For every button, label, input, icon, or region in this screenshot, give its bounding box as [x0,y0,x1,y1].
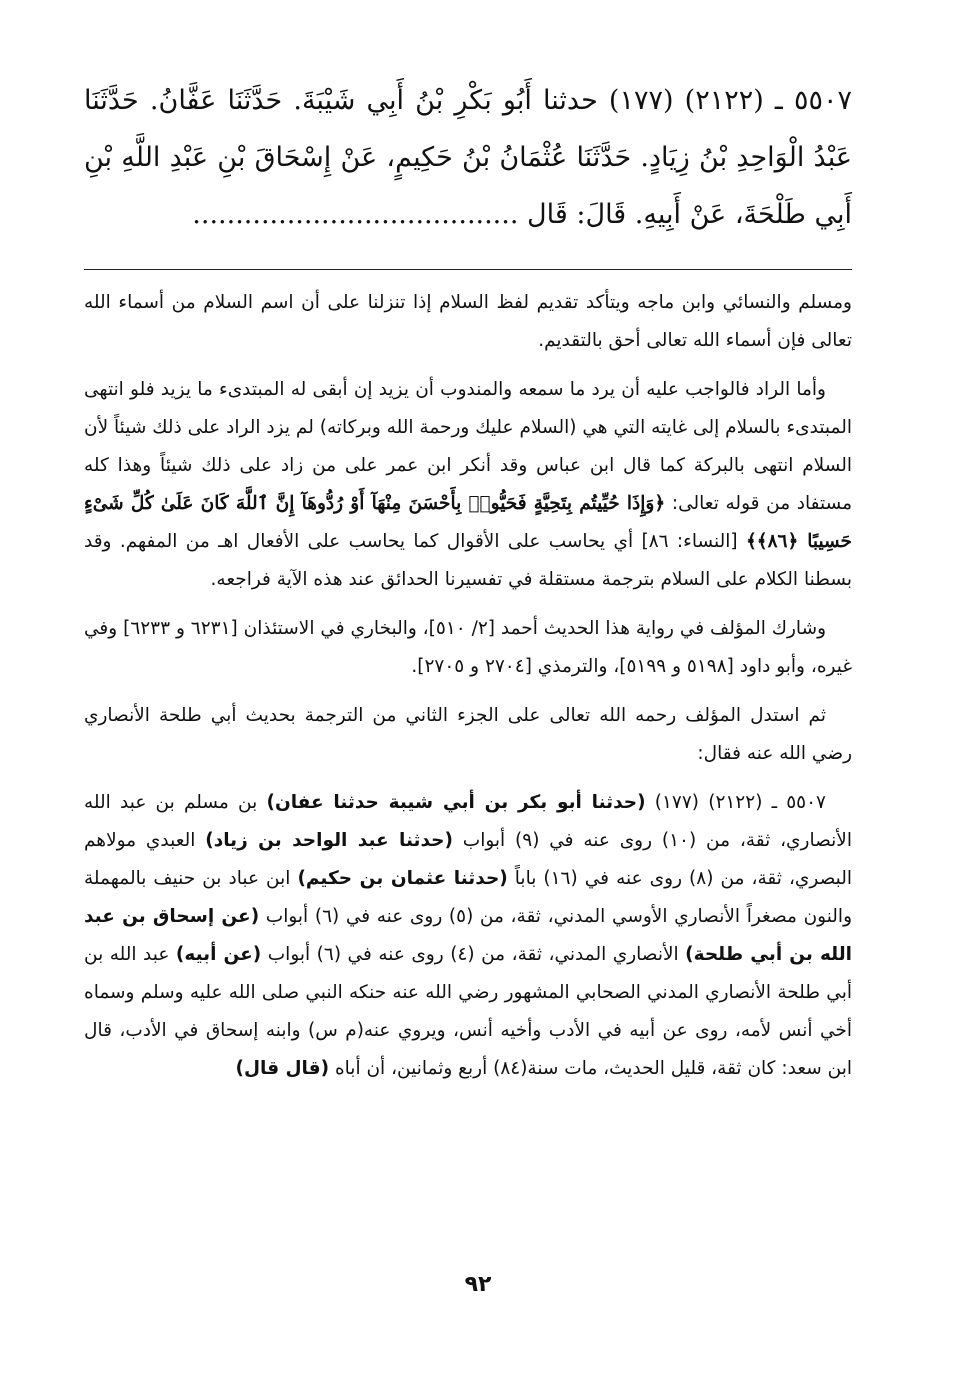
narrator-note-2: العبدي مولاهم البصري، ثقة، من (٨) روى عنه في (١٦) باباً [84,830,853,889]
narrator-note-3: ابن عباد بن حنيف بالمهملة والنون مصغراً الأنصاري الأوسي المدني، ثقة، من (٥) روى عنه في (٦) أبواب [84,868,853,927]
commentary-paragraph-1: ومسلم والنسائي وابن ماجه ويتأكد تقديم لفظ السلام إذا تنزلنا على أن اسم السلام من أسماء الله تعالى فإن أسماء الله تعالى أحق بالتقديم. [84,292,852,351]
commentary-paragraph-5 [84,784,852,1088]
commentary-paragraph-4: ثم استدل المؤلف رحمه الله تعالى على الجزء الثاني من الترجمة بحديث أبي طلحة الأنصاري رضي الله عنه فقال: [84,705,852,764]
narrator-bold-4: (عن إسحاق بن عبد الله بن أبي طلحة) [84,906,853,965]
hadith-text [84,72,852,243]
page-body [84,72,852,1099]
narrator-note-1: بن مسلم بن عبد الله الأنصاري، ثقة، من (١٠) روى عنه في (٩) أبواب [84,792,852,851]
commentary-paragraph-2 [84,371,852,599]
narrator-note-5: عبد الله بن أبي طلحة الأنصاري المدني الصحابي المشهور رضي الله عنه حنكه النبي صلى الله عليه وسلم وسماه أخي أنس لأمه، روى عن أبيه في الأدب وأخيه أنس، ويروي عنه(م س) وابنه إسحاق في الأدب، قال ابن سعد: كان ثقة، قليل الحديث، مات سنة(٨٤) أربع وثمانين، أن أباه [84,944,852,1079]
narrator-bold-6: (قال قال) [235,1058,330,1079]
hadith-isnad: حدثنا أَبُو بَكْرِ بْنُ أَبِي شَيْبَةَ. حَدَّثَنَا عَفَّانُ. حَدَّثَنَا عَبْدُ الْوَاحِدِ بْنُ زِيَادٍ. حَدَّثَنَا عُثْمَانُ بْنُ حَكِيمٍ، عَنْ إِسْحَاقَ بْنِ عَبْدِ اللَّهِ بْنِ أَبِي طَلْحَةَ، عَنْ أَبِيهِ. قَالَ: قَال [84,85,852,230]
narrator-note-4: الأنصاري المدني، ثقة، من (٤) روى عنه في (٦) أبواب [267,944,679,965]
quran-verse: ﴿وَإِذَا حُيِّيتُم بِتَحِيَّةٍ فَحَيُّوا۟ بِأَحْسَنَ مِنْهَآ أَوْ رُدُّوهَآ إِنَّ ٱللَّهَ كَانَ عَلَىٰ كُلِّ شَىْءٍ حَسِيبًا ﴿٨٦﴾﴾ [84,493,852,552]
narrator-bold-2: (حدثنا عبد الواحد بن زياد) [205,830,453,851]
commentary-paragraph-3: وشارك المؤلف في رواية هذا الحديث أحمد [٢/ ٥١٠]، والبخاري في الاستئذان [٦٢٣١ و ٦٢٣٣] وفي غيره، وأبو داود [٥١٩٨ و ٥١٩٩]، والترمذي [٢٧٠٤ و ٢٧٠٥]. [84,618,852,677]
hadith-continuation-dots: ...................................... [192,199,519,230]
page-number: ٩٢ [464,1272,492,1297]
narrator-bold-3: (حدثنا عثمان بن حكيم) [297,868,508,889]
paragraph-2-reference: [النساء: ٨٦] أي يحاسب على الأقوال كما يحاسب على الأفعال اهـ من المفهم. وقد بسطنا الكلام على السلام بترجمة مستقلة في تفسيرنا الحدائق عند هذه الآية فراجعه. [84,531,852,590]
commentary-section [84,284,852,1088]
footnote-divider [84,269,852,270]
narrator-bold-1: (حدثنا أبو بكر بن أبي شيبة حدثنا عفان) [266,792,646,813]
paragraph-2-text: وأما الراد فالواجب عليه أن يرد ما سمعه والمندوب أن يزيد إن أبقى له المبتدىء ما يزيد فلو انتهى المبتدىء بالسلام إلى غايته التي هي (السلام عليك ورحمة الله وبركاته) لم يزد الراد على ذلك شيئاً لأن السلام انتهى بالبركة كما قال ابن عباس وقد أنكر ابن عمر على من زاد على ذلك شيئاً وهذا كله مستفاد من قوله تعالى: [84,379,852,514]
hadith-number: ٥٥٠٧ ـ (٢١٢٢) (١٧٧) [608,85,853,116]
narrator-bold-5: (عن أبيه) [175,944,262,965]
narrator-number: ٥٥٠٧ ـ (٢١٢٢) (١٧٧) [654,792,826,813]
